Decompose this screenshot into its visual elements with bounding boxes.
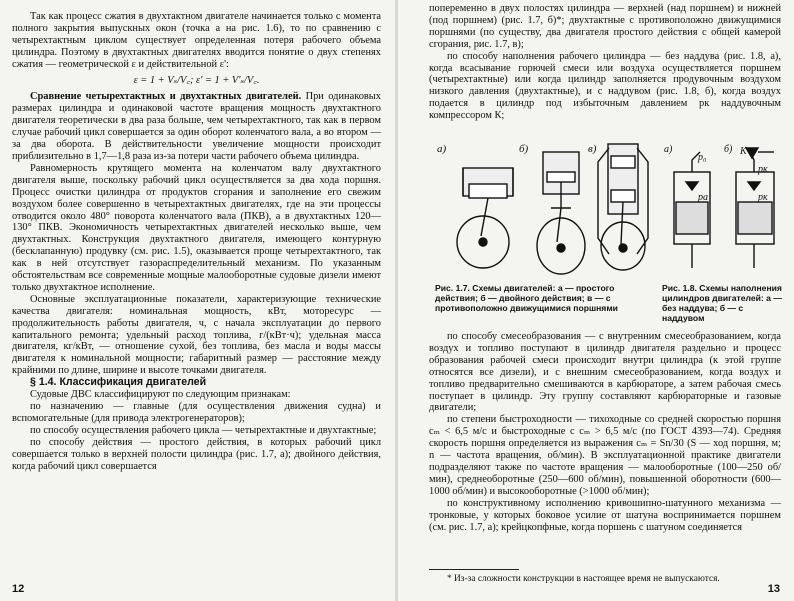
paragraph-crank-mechanism: по конструктивному исполнению кривошипно-шатунного механизма — тронковые, у которых боковое усилие от шатуна воспринимается поршнем (см. рис. 1.7, а); крейцкопфные, когда поршень с шатуном соединяется — [429, 497, 781, 533]
paragraph-by-filling: по способу наполнения рабочего цилиндра — без наддува (рис. 1.8, а), когда всасывание горючей смеси или воздуха осуществляется поршнем (четырехтактные) или когда цилиндр заполняется продувочным воздухом низкого давления (двухтактные), и с наддувом (рис. 1.8, б), когда воздух подается в цилиндр под избыточным давлением pк наддувочным компрессором К; — [429, 50, 781, 122]
right-page — [397, 0, 794, 601]
fig18-symbol-pk: pк — [758, 192, 768, 203]
paragraph-torque: Равномерность крутящего момента на коленчатом валу двухтактного двигателя выше, поскольку рабочий цикл осуществляется за два хода поршня. Процесс очистки цилиндра от продуктов сгорания и заполнение его свежим воздухом более совершенно в четырехтактных двигателях, где на эти процессы отводится около 480° поворота коленчатого вала (ПКВ), а в двухтактных 120—130° ПКВ. Экономичность четырехтактных двигателей несколько выше, чем двухтактных. Конструкция двухтактного двигателя, имеющего контурную (бесклапанную) продувку (см. рис. 1.5), оказывается проще четырехтактного, так как в ней отсутствует газораспределительный механизм. По указанным обстоятельствам все современные мощные малооборотные судовые дизели имеют только двухтактное исполнение. — [12, 162, 381, 293]
page-number-left: 12 — [12, 583, 25, 595]
paragraph-indicators: Основные эксплуатационные показатели, характеризующие технические качества двигателя: номинальная мощность, кВт, моторесурс — продолжительность работы двигателя, ч, с начала эксплуатации до первого капитального ремонта; удельный расход топлива, г/(кВт·ч); удельная масса двигателя, кг/кВт, — отношение сухой, без топлива, без масла и воды массы двигателя к номинальной мощности; габаритный размер — расстояние между крайними по длине, ширине и высоте точками двигателя. — [12, 293, 381, 377]
figure-1-8-caption: Рис. 1.8. Схемы наполнения цилиндров двигателей: а — без наддува; б — с наддувом — [662, 283, 782, 323]
engine-b-double-acting — [537, 152, 585, 274]
figure-1-7-engine-schemes — [433, 138, 681, 280]
paragraph-double-action: попеременно в двух полостях цилиндра — верхней (над поршнем) и нижней (под поршнем) (рис. 1.7, б)*; двухтактные с противоположно движущимися поршнями (по существу, два двигателя простого действия с общей камерой сгорания, рис. 1.7, в); — [429, 3, 781, 50]
paragraph-speed: по степени быстроходности — тихоходные со средней скоростью поршня cₘ < 6,5 м/с и быстроходные с cₘ > 6,5 м/с (по ГОСТ 4393—74). Средняя скорость поршня определяется из выражения cₘ = Sn/30 (S — ход поршня, м; n — частота вращения, об/мин). В эксплуатационной практике двигатели подразделяют также по частоте вращения — малооборотные (100—250 об/мин), среднеоборотные (250—600 об/мин), повышенной оборотности (600—1000 об/мин) и высокооборотные (>1000 об/мин); — [429, 414, 781, 497]
fig18-symbol-p0: p₀ — [698, 152, 707, 163]
right-page-bottom-text — [429, 331, 781, 533]
figure-1-7-caption: Рис. 1.7. Схемы двигателей: а — простого действия; б — двойного действия; в — с противоположно движущимися поршнями — [435, 283, 618, 313]
compression-ratio-formula: ε = 1 + Vₛ/V꜀; ε' = 1 + V'ₛ/V꜀. — [133, 74, 260, 86]
footnote-rule — [429, 569, 519, 570]
paragraph-compression: Так как процесс сжатия в двухтактном двигателе начинается только с момента полного закрытия выпускных окон (точка а на рис. 1.6), то по сравнению с четырехтактным циклом существует определенная потеря рабочего объема цилиндра. Поэтому в двухтактных двигателях вводится понятие о двух степенях сжатия — геометрической ε и действительной ε': — [12, 11, 381, 70]
paragraph-by-purpose: по назначению — главные (для осуществления движения судна) и вспомогательные (для привода электрогенераторов); — [12, 401, 381, 424]
figure-1-8-cylinder-filling — [662, 142, 786, 280]
section-heading-classification: § 1.4. Классификация двигателей — [30, 376, 207, 389]
fig18-label-b: б) — [724, 144, 733, 155]
heading-comparison: Сравнение четырехтактных и двухтактных двигателей. — [30, 91, 302, 103]
fig17-label-b: б) — [519, 143, 529, 155]
engine-c-opposed-piston — [598, 144, 648, 270]
footnote: * Из-за сложности конструкции в настоящее время не выпускаются. — [447, 574, 720, 584]
paragraph-by-action: по способу действия — простого действия, в которых рабочий цикл совершается только в верхней полости цилиндра (рис. 1.7, а); двойного действия, когда рабочий цикл совершается — [12, 436, 381, 472]
filling-b-with-boost — [736, 148, 774, 268]
fig18-symbol-K: K — [740, 146, 747, 157]
paragraph-by-cycle: по способу осуществления рабочего цикла — четырехтактные и двухтактные; — [30, 424, 377, 436]
left-page-body — [12, 11, 381, 472]
right-page-top-text — [429, 3, 781, 122]
paragraph-classification-intro: Судовые ДВС классифицируют по следующим признакам: — [30, 389, 291, 401]
fig18-symbol-pa: pа — [698, 192, 708, 203]
engine-a-single-acting — [457, 168, 513, 268]
paragraph-mixture-formation: по способу смесеобразования — с внутренним смесеобразованием, когда воздух и топливо поступают в цилиндр двигателя раздельно и процесс образования рабочей смеси происходит внутри цилиндра (к этой группе относятся все дизели), и с внешним смесеобразованием, когда воздух и топливо предварительно смешиваются в карбюраторе, а затем рабочая смесь поступает в цилиндр. Эту группу составляют карбюраторные и газовые двигатели; — [429, 331, 781, 414]
fig18-label-a: а) — [664, 144, 673, 155]
fig18-symbol-pk-top: pк — [758, 164, 768, 175]
page-number-right: 13 — [767, 583, 780, 595]
fig17-label-a: а) — [437, 143, 447, 155]
fig17-label-c: в) — [588, 143, 597, 155]
filling-a-without-boost — [674, 152, 710, 268]
paragraph-comparison: При одинаковых размерах цилиндра и одинаковой частоте вращения мощность двухтактного двигателя теоретически в два раза больше, чем четырехтактного, так как в первом случае рабочий цикл совершается за один оборот коленчатого вала, а во втором — за два оборота. В действительности увеличение мощности происходит приблизительно в 1,7—1,8 раза из-за потери части рабочего объема цилиндра. — [12, 91, 381, 162]
